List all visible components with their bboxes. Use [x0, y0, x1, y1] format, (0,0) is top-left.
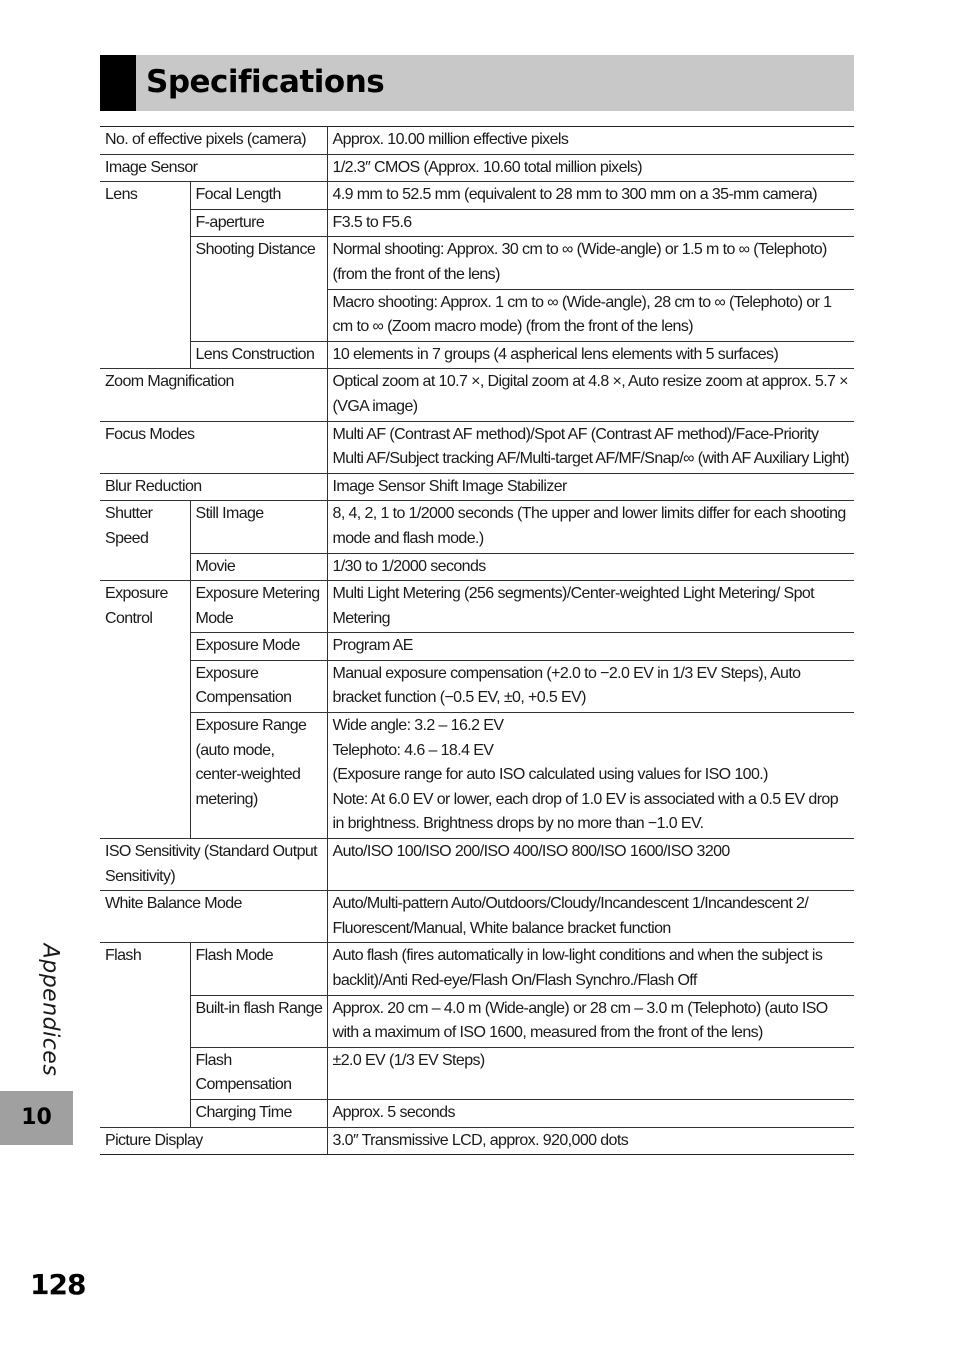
- spec-group-label: Flash: [100, 943, 190, 1127]
- table-row: [100, 369, 854, 421]
- table-row: [100, 237, 854, 289]
- table-row: [100, 660, 854, 712]
- spec-value: 8, 4, 2, 1 to 1/2000 seconds (The upper and lower limits differ for each shooting mode and flash mode.): [327, 501, 854, 553]
- table-row: [100, 182, 854, 210]
- title-marker-block: [100, 55, 136, 111]
- spec-value: Optical zoom at 10.7 ×, Digital zoom at 4.8 ×, Auto resize zoom at approx. 5.7 × (VGA image): [327, 369, 854, 421]
- spec-sublabel: Exposure Metering Mode: [190, 581, 327, 633]
- table-row: [100, 1047, 854, 1099]
- spec-label: Picture Display: [100, 1127, 327, 1155]
- spec-sublabel: Focal Length: [190, 182, 327, 210]
- spec-value: Auto/Multi-pattern Auto/Outdoors/Cloudy/Incandescent 1/Incandescent 2/ Fluorescent/Manual, White balance bracket function: [327, 891, 854, 943]
- exposure-range-note: Note: At 6.0 EV or lower, each drop of 1.0 EV is associated with a 0.5 EV drop in brightness. Brightness drops by no more than −1.0 EV.: [332, 790, 839, 833]
- table-row: [100, 1099, 854, 1127]
- spec-value: 3.0″ Transmissive LCD, approx. 920,000 dots: [327, 1127, 854, 1155]
- table-row: [100, 1127, 854, 1155]
- table-row: [100, 154, 854, 182]
- page-title: Specifications: [146, 64, 385, 100]
- spec-value: Multi Light Metering (256 segments)/Center-weighted Light Metering/ Spot Metering: [327, 581, 854, 633]
- spec-value: Multi AF (Contrast AF method)/Spot AF (Contrast AF method)/Face-Priority Multi AF/Subject tracking AF/Multi-target AF/MF/Snap/∞ (with AF Auxiliary Light): [327, 421, 854, 473]
- spec-sublabel: Flash Compensation: [190, 1047, 327, 1099]
- chapter-tab: 10: [0, 1091, 73, 1145]
- spec-sublabel: Lens Construction: [190, 341, 327, 369]
- spec-sublabel: Exposure Range (auto mode, center-weighted metering): [190, 713, 327, 839]
- spec-sublabel: Exposure Mode: [190, 633, 327, 661]
- spec-value: 4.9 mm to 52.5 mm (equivalent to 28 mm to 300 mm on a 35-mm camera): [327, 182, 854, 210]
- table-row: [100, 501, 854, 553]
- spec-label: White Balance Mode: [100, 891, 327, 943]
- spec-group-label: Shutter Speed: [100, 501, 190, 581]
- spec-sublabel: Still Image: [190, 501, 327, 553]
- table-row: [100, 473, 854, 501]
- table-row: [100, 581, 854, 633]
- table-row: [100, 127, 854, 155]
- spec-value: 1/30 to 1/2000 seconds: [327, 553, 854, 581]
- spec-value: [327, 713, 854, 839]
- table-row: [100, 995, 854, 1047]
- spec-sublabel: Movie: [190, 553, 327, 581]
- spec-value: Manual exposure compensation (+2.0 to −2.0 EV in 1/3 EV Steps), Auto bracket function (−0.5 EV, ±0, +0.5 EV): [327, 660, 854, 712]
- section-name: Appendices: [37, 943, 63, 1077]
- spec-value: Auto/ISO 100/ISO 200/ISO 400/ISO 800/ISO 1600/ISO 3200: [327, 839, 854, 891]
- spec-label: Image Sensor: [100, 154, 327, 182]
- spec-label: ISO Sensitivity (Standard Output Sensitivity): [100, 839, 327, 891]
- table-row: [100, 943, 854, 995]
- exposure-range-note: (Exposure range for auto ISO calculated using values for ISO 100.): [332, 766, 768, 784]
- spec-sublabel: Charging Time: [190, 1099, 327, 1127]
- section-side-label: [30, 935, 70, 1085]
- table-row: [100, 553, 854, 581]
- table-row: [100, 839, 854, 891]
- spec-value: 1/2.3″ CMOS (Approx. 10.60 total million pixels): [327, 154, 854, 182]
- table-row: [100, 341, 854, 369]
- specifications-table: [100, 126, 854, 1155]
- spec-sublabel: Flash Mode: [190, 943, 327, 995]
- spec-value: Approx. 5 seconds: [327, 1099, 854, 1127]
- table-row: [100, 209, 854, 237]
- spec-sublabel: Exposure Compensation: [190, 660, 327, 712]
- spec-value: ±2.0 EV (1/3 EV Steps): [327, 1047, 854, 1099]
- spec-value: F3.5 to F5.6: [327, 209, 854, 237]
- table-row: [100, 891, 854, 943]
- spec-value: 10 elements in 7 groups (4 aspherical lens elements with 5 surfaces): [327, 341, 854, 369]
- spec-label: No. of effective pixels (camera): [100, 127, 327, 155]
- spec-value: Approx. 20 cm – 4.0 m (Wide-angle) or 28 cm – 3.0 m (Telephoto) (auto ISO with a maximum of ISO 1600, measured from the front of the lens): [327, 995, 854, 1047]
- spec-sublabel: F-aperture: [190, 209, 327, 237]
- spec-label: Blur Reduction: [100, 473, 327, 501]
- spec-value: Image Sensor Shift Image Stabilizer: [327, 473, 854, 501]
- spec-label: Focus Modes: [100, 421, 327, 473]
- spec-group-label: Exposure Control: [100, 581, 190, 839]
- spec-value: Macro shooting: Approx. 1 cm to ∞ (Wide-angle), 28 cm to ∞ (Telephoto) or 1 cm to ∞ (Zoom macro mode) (from the front of the lens): [327, 289, 854, 341]
- spec-value: Normal shooting: Approx. 30 cm to ∞ (Wide-angle) or 1.5 m to ∞ (Telephoto) (from the front of the lens): [327, 237, 854, 289]
- exposure-range-tele: Telephoto: 4.6 – 18.4 EV: [332, 741, 494, 759]
- table-row: [100, 713, 854, 839]
- exposure-range-wide: Wide angle: 3.2 – 16.2 EV: [332, 717, 504, 735]
- spec-sublabel: Shooting Distance: [190, 237, 327, 341]
- spec-group-label: Lens: [100, 182, 190, 369]
- page-number: 128: [30, 1268, 86, 1301]
- spec-sublabel: Built-in flash Range: [190, 995, 327, 1047]
- table-row: [100, 633, 854, 661]
- spec-value: Program AE: [327, 633, 854, 661]
- table-row: [100, 421, 854, 473]
- spec-value: Auto flash (fires automatically in low-light conditions and when the subject is backlit)/Anti Red-eye/Flash On/Flash Synchro./Flash Off: [327, 943, 854, 995]
- spec-value: Approx. 10.00 million effective pixels: [327, 127, 854, 155]
- spec-label: Zoom Magnification: [100, 369, 327, 421]
